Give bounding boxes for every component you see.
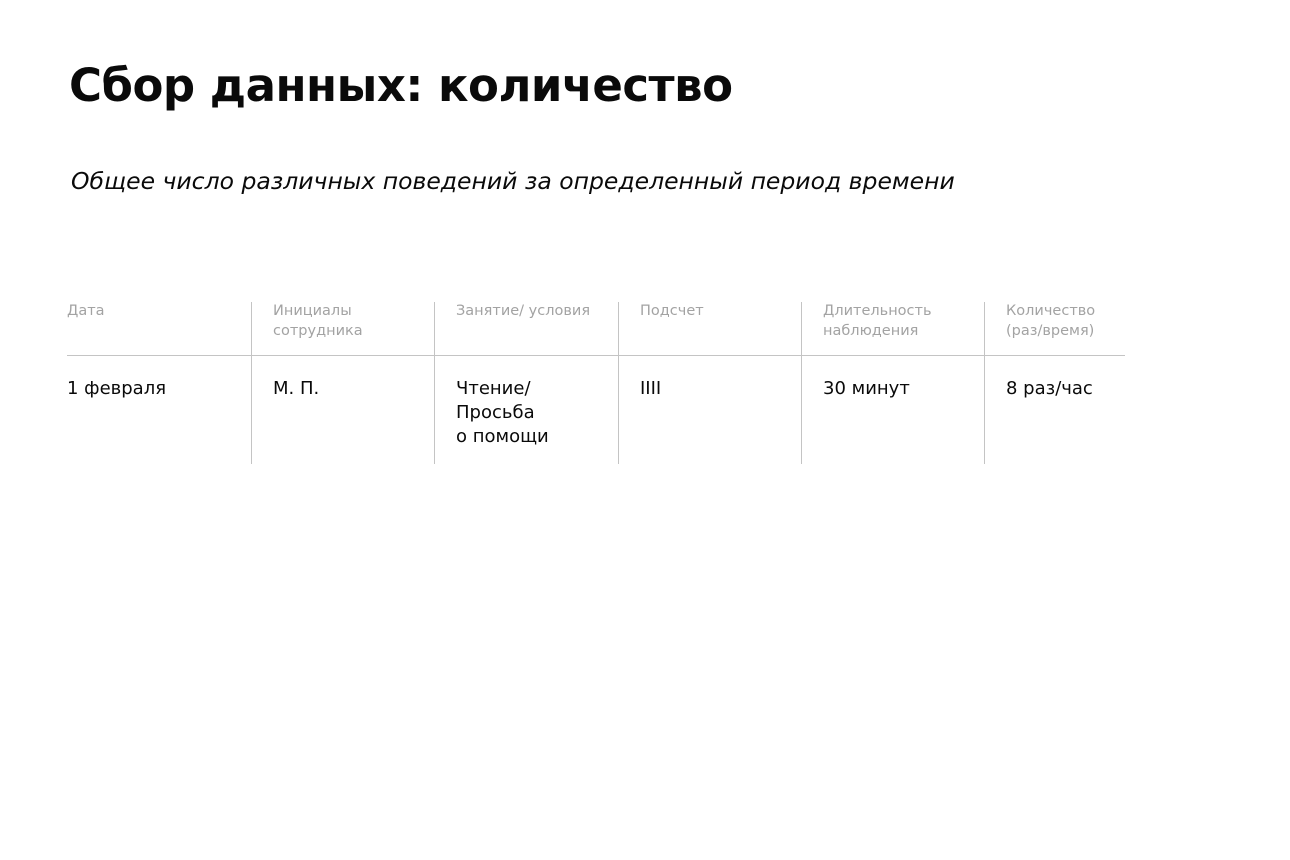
cell-activity-conditions-line: Просьба xyxy=(456,402,535,423)
header-date-line: Дата xyxy=(67,303,105,319)
header-tally-line: Подсчет xyxy=(640,303,704,319)
cell-date-line: 1 февраля xyxy=(67,378,167,399)
page-subtitle: Общее число различных поведений за определенный период времени xyxy=(71,167,955,195)
header-activity-conditions-line: Занятие/ условия xyxy=(456,303,591,319)
header-staff-initials xyxy=(251,302,434,355)
header-observation-duration-line: наблюдения xyxy=(823,322,919,339)
page-title: Сбор данных: количество xyxy=(69,59,733,112)
header-staff-initials-line: Инициалы xyxy=(273,303,352,319)
header-staff-initials-line: сотрудника xyxy=(273,322,363,339)
cell-tally-line: IIII xyxy=(640,378,662,399)
cell-observation-duration-line: 30 минут xyxy=(823,378,910,399)
header-observation-duration-line: Длительность xyxy=(823,303,932,319)
cell-activity-conditions xyxy=(434,356,618,464)
cell-activity-conditions-line: Чтение/ xyxy=(456,378,531,399)
header-date xyxy=(67,302,251,355)
cell-staff-initials-line: М. П. xyxy=(273,378,320,399)
cell-observation-duration xyxy=(801,356,984,464)
header-activity-conditions xyxy=(434,302,618,355)
cell-activity-conditions-line: о помощи xyxy=(456,426,549,447)
header-rate-line: Количество xyxy=(1006,303,1096,319)
cell-date xyxy=(67,356,251,464)
header-observation-duration xyxy=(801,302,984,355)
header-rate-line: (раз/время) xyxy=(1006,322,1095,339)
header-tally xyxy=(618,302,801,355)
cell-staff-initials xyxy=(251,356,434,464)
cell-rate-line: 8 раз/час xyxy=(1006,378,1093,399)
cell-rate xyxy=(984,356,1125,464)
table-row xyxy=(67,356,1125,464)
table-header-row xyxy=(67,302,1125,355)
data-table xyxy=(67,302,1125,464)
cell-tally xyxy=(618,356,801,464)
header-rate xyxy=(984,302,1125,355)
